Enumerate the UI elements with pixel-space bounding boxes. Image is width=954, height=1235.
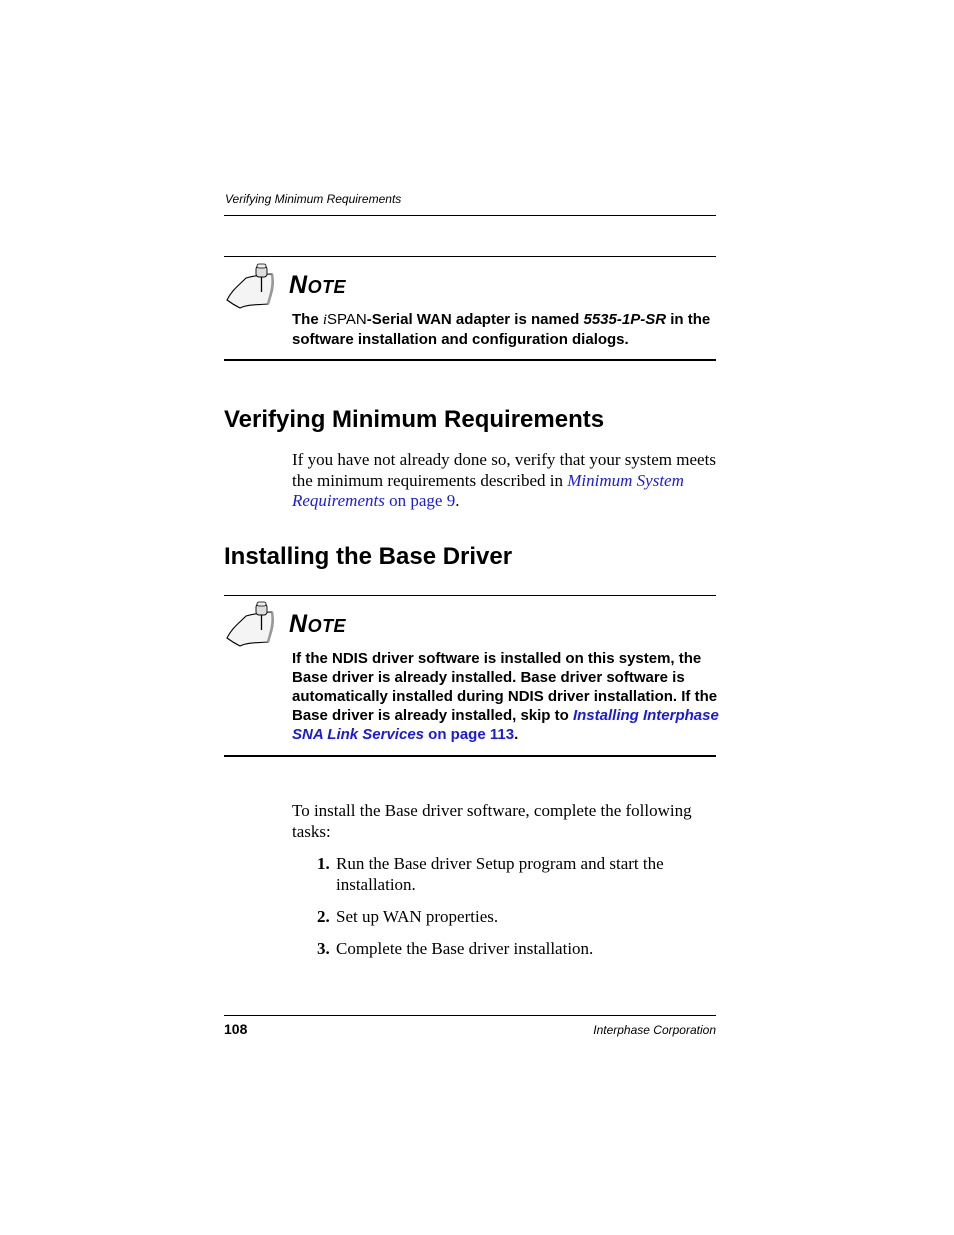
note1-body: The iSPAN-Serial WAN adapter is named 5535-1P-SR in the software installation and configuration dialogs. — [292, 311, 711, 348]
note1-top-rule — [224, 256, 716, 257]
section2-intro: To install the Base driver software, complete the following tasks: — [292, 801, 692, 841]
note2-body: If the NDIS driver software is installed on this system, the Base driver is already installed. Base driver software is automatically installed during NDIS driver installation. If the Base driver is already installed, skip to Installing Interphase SNA Link Services on page 113. — [292, 650, 719, 743]
link-minimum-system-requirements[interactable]: Minimum System Requirements on page 9 — [292, 470, 684, 510]
note2-title: NOTE — [289, 610, 347, 638]
list-item: 2. Set up WAN properties. — [317, 907, 499, 926]
note1-bottom-rule — [224, 359, 716, 361]
header-rule — [224, 215, 716, 216]
note-paper-pin-icon — [224, 600, 278, 648]
list-item: 1. Run the Base driver Setup program and start the installation. — [317, 854, 664, 894]
note2-bottom-rule — [224, 755, 716, 757]
note2-top-rule — [224, 595, 716, 596]
footer-company: Interphase Corporation — [593, 1023, 716, 1037]
note-paper-pin-icon — [224, 262, 278, 310]
section-heading-verifying: Verifying Minimum Requirements — [224, 406, 605, 433]
running-header: Verifying Minimum Requirements — [225, 192, 402, 206]
footer-rule — [224, 1015, 716, 1016]
link-installing-interphase-sna[interactable]: Installing Interphase SNA Link Services on page 113 — [292, 707, 719, 743]
list-item: 3. Complete the Base driver installation. — [317, 939, 594, 958]
section1-paragraph: If you have not already done so, verify that your system meets the minimum requirements described in Minimum System Requirements on page 9. — [292, 450, 716, 510]
section-heading-installing: Installing the Base Driver — [224, 543, 513, 570]
note1-title: NOTE — [289, 271, 347, 299]
page-number: 108 — [224, 1021, 248, 1037]
